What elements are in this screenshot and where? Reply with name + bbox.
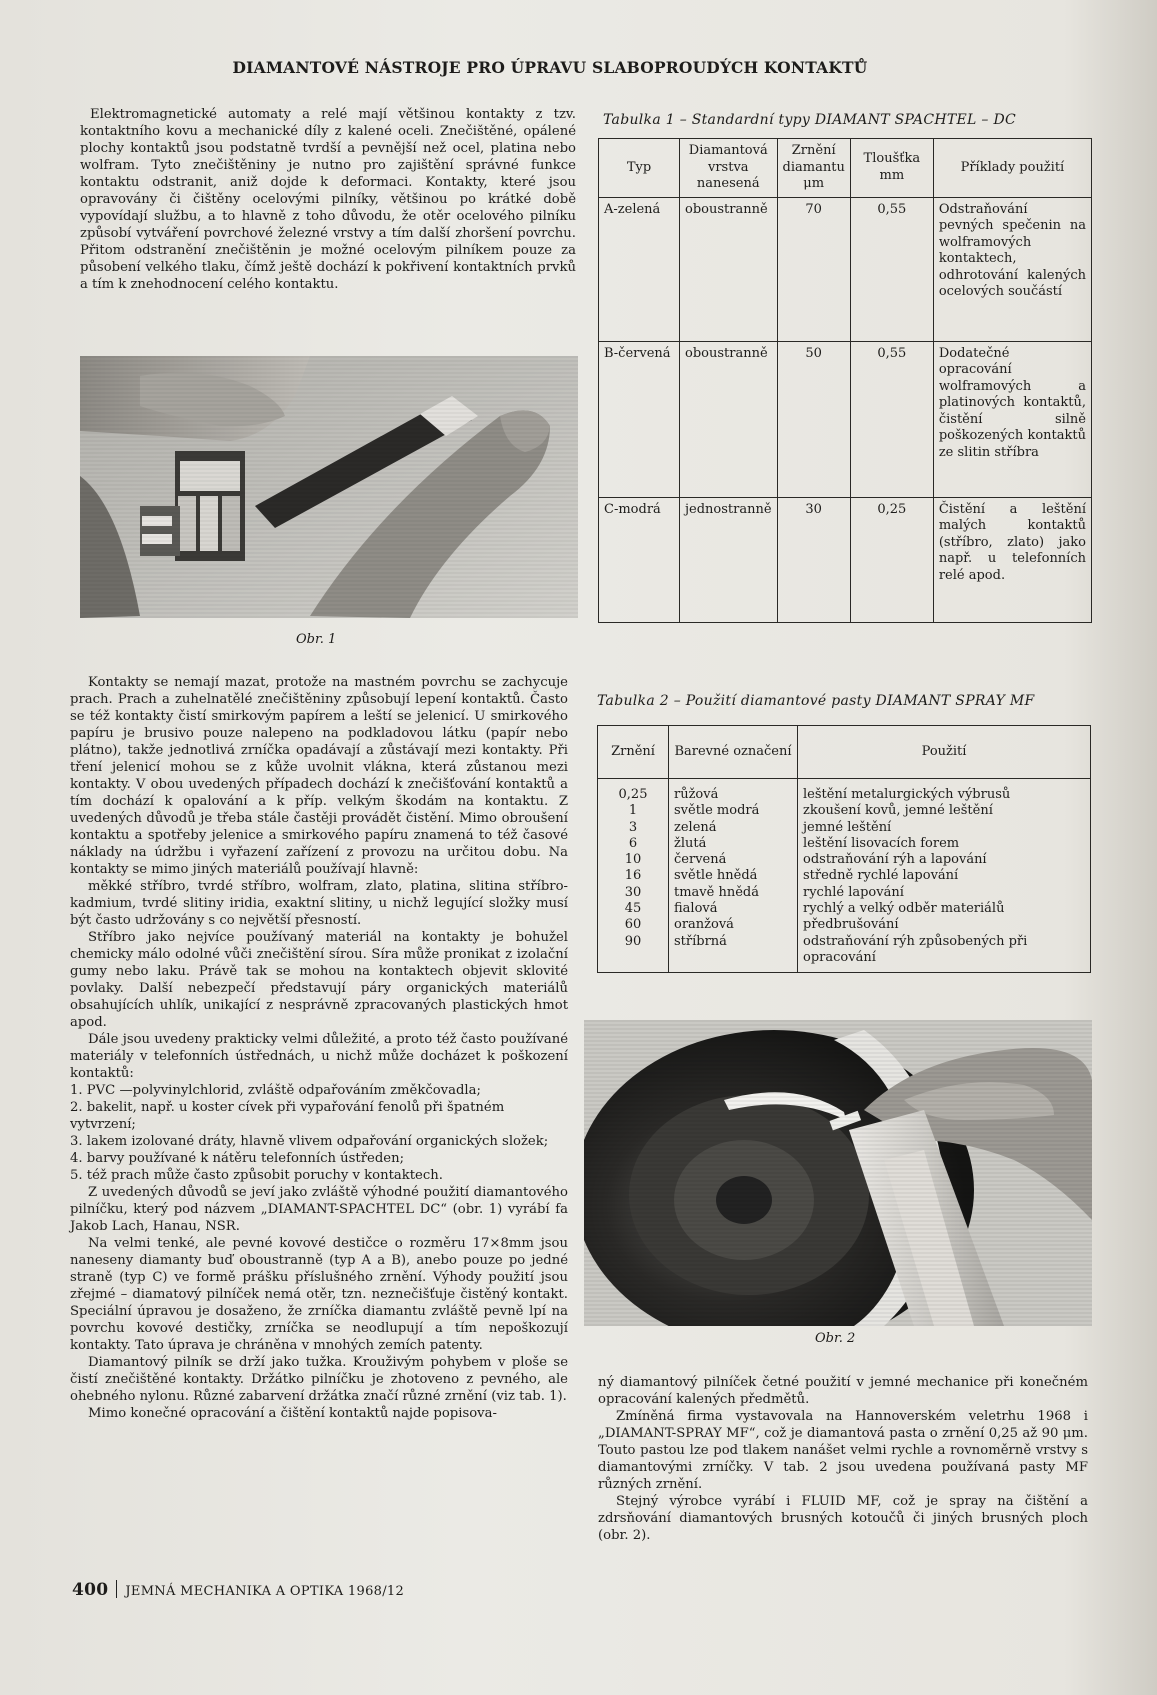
table-cell: rychlé lapování [798,885,1091,901]
paragraph: ný diamantový pilníček četné použití v jemné mechanice při konečném opracování kalených předmětů. [598,1375,1088,1407]
table-cell: předbrušování [798,917,1091,933]
table-cell: 0,55 [850,197,933,341]
table-row [598,803,1091,819]
main-text-right [598,1374,1088,1544]
table-cell: zelená [669,820,798,836]
table-cell: světle modrá [669,803,798,819]
diamond-spray-photo [584,1020,1092,1326]
table-header-cell: Zrnění [598,726,669,779]
table-cell: 16 [598,868,669,884]
damage-list [70,1082,568,1184]
table-cell: 70 [777,197,850,341]
diamond-file-photo [80,356,578,618]
table-row [598,901,1091,917]
table-cell: A-zelená [599,197,680,341]
table-cell: 30 [777,497,850,622]
table-1-caption: Tabulka 1 – Standardní typy DIAMANT SPACHTEL – DC [603,112,1016,128]
paragraph: Z uvedených důvodů se jeví jako zvláště výhodné použití diamantového pilníčku, který pod názvem „DIAMANT-SPACHTEL DC“ (obr. 1) vyrábí fa Jakob Lach, Hanau, NSR. [70,1185,568,1234]
table-cell: 1 [598,803,669,819]
table-cell: žlutá [669,836,798,852]
table-cell: 10 [598,852,669,868]
table-cell: středně rychlé lapování [798,868,1091,884]
table-row [599,341,1092,497]
table-row [599,497,1092,622]
table-cell: Čistění a leštění malých kontaktů (stříbro, zlato) jako např. u telefonních relé apod. [933,497,1091,622]
table-2 [597,725,1091,973]
paragraph: Na velmi tenké, ale pevné kovové destičce o rozměru 17×8mm jsou naneseny diamanty buď oboustranně (typ A a B), anebo pouze po jedné straně (typ C) ve formě prášku příslušného zrnění. Výhody použití jsou zřejmé – diamatový pilníček nemá otěr, tzn. neznečišťuje čistěný kontakt. Speciální úpravou je dosaženo, že zrníčka diamantu zvláště pevně lpí na povrchu kovové destičky, zrníčka se neodlupují a tím nepoškozují kontakty. Tato úprava je chráněna v mnohých zemích patenty. [70,1236,568,1353]
figure-2-photo [584,1020,1092,1326]
table-2-caption: Tabulka 2 – Použití diamantové pasty DIAMANT SPRAY MF [597,693,1035,709]
intro-paragraph: Elektromagnetické automaty a relé mají většinou kontakty z tzv. kontaktního kovu a mechanické díly z kalené oceli. Znečištěné, opálené plochy kontaktů jsou podstatně tvrdší a pevnější než ocel, platina nebo wolfram. Tyto znečištěniny je nutno pro zajištění správné funkce kontaktu odstranit, aniž dojde k deformaci. Kontakty, které jsou opravovány či čištěny ocelovými pilníky, většinou po krátké době vypovídají službu, a to hlavně z toho důvodu, že otěr ocelového pilníku způsobí vytváření povrchové železné vrstvy a tím další zhoršení povrchu. Přitom odstranění znečištěnin je možné ocelovým pilníkem pouze za působení velkého tlaku, čímž ještě dochází k pokřivení kontaktních prvků a tím k znehodnocení celého kontaktu. [80,107,576,292]
table-cell: odstraňování rýh způsobených při opracování [798,934,1091,973]
table-header-cell: Zrnění diamantu μm [777,139,850,198]
article-title: DIAMANTOVÉ NÁSTROJE PRO ÚPRAVU SLABOPROUDÝCH KONTAKTŮ [232,58,868,77]
table-header-cell: Tloušťka mm [850,139,933,198]
paragraph: Kontakty se nemají mazat, protože na mastném povrchu se zachycuje prach. Prach a zuhelnatělé znečištěniny způsobují lepení kontaktů. Často se též kontakty čistí smirkovým papírem a leští se jelenicí. U smirkového papíru je brusivo pouze nalepeno na podkladovou látku (papír nebo plátno), takže jednotlivá zrníčka opadávají a zůstávají mezi kontakty. Při tření jelenicí mohou se z kůže uvolnit vlákna, která zůstanou mezi kontakty. V obou uvedených případech dochází k znečišťování kontaktů a tím dochází k opalování a k příp. velkým škodám na kontaktu. Z uvedených důvodů je třeba stále častěji provádět čistění. Mimo obroušení kontaktu a spotřeby jelenice a smirkového papíru znamená to též časové náklady na údržbu i vyřazení zařízení z provozu na určitou dobu. Na kontakty se mimo jiných materiálů používají hlavně: [70,675,568,877]
main-text-left [70,674,568,1422]
table-header-row [599,139,1092,198]
table-cell: jednostranně [680,497,778,622]
table-row [598,836,1091,852]
table-row [599,197,1092,341]
paragraph: Zmíněná firma vystavovala na Hannoverském veletrhu 1968 i „DIAMANT-SPRAY MF“, což je diamantová pasta o zrnění 0,25 až 90 μm. Touto pastou lze pod tlakem nanášet velmi rychle a rovnoměrně vrstvy s diamantovými zrníčky. V tab. 2 jsou uvedena používaná pasty MF různých zrnění. [598,1409,1088,1492]
table-cell: oranžová [669,917,798,933]
table-row [598,779,1091,804]
table-row [598,934,1091,973]
table-row [598,917,1091,933]
table-cell: 0,25 [850,497,933,622]
table-cell: 6 [598,836,669,852]
table-cell: Dodatečné opracování wolframových a platinových kontaktů, čistění silně poškozených kontaktů ze slitin stříbra [933,341,1091,497]
table-header-row [598,726,1091,779]
table-cell: 45 [598,901,669,917]
table-cell: tmavě hnědá [669,885,798,901]
list-item: 5. též prach může často způsobit poruchy v kontaktech. [70,1168,443,1183]
paragraph: Stejný výrobce vyrábí i FLUID MF, což je spray na čištění a zdrsňování diamantových brusných kotoučů či jiných brusných ploch (obr. 2). [598,1494,1088,1543]
table-cell: B-červená [599,341,680,497]
table-cell: oboustranně [680,197,778,341]
table-cell: 30 [598,885,669,901]
table-header-cell: Příklady použití [933,139,1091,198]
paragraph: Dále jsou uvedeny prakticky velmi důležité, a proto též často používané materiály v telefonních ústřednách, u nichž může docházet k poškození kontaktů: [70,1032,568,1081]
list-item: 4. barvy používané k nátěru telefonních ústředen; [70,1151,405,1166]
paragraph: Diamantový pilník se drží jako tužka. Krouživým pohybem v ploše se čistí znečištěné kontakty. Držátko pilníčku je zhotoveno z pevného, ale ohebného nylonu. Různé zabarvení držátka značí různé zrnění (viz tab. 1). [70,1355,568,1404]
table-cell: zkoušení kovů, jemné leštění [798,803,1091,819]
table-cell: fialová [669,901,798,917]
table-cell: červená [669,852,798,868]
paragraph: Mimo konečné opracování a čištění kontaktů najde popisova- [88,1406,497,1421]
table-row [598,885,1091,901]
table-row [598,868,1091,884]
table-header-cell: Typ [599,139,680,198]
figure-1-photo [80,356,578,618]
table-cell: leštění lisovacích forem [798,836,1091,852]
table-cell: jemné leštění [798,820,1091,836]
table-cell: 90 [598,934,669,973]
materials-paragraph: měkké stříbro, tvrdé stříbro, wolfram, zlato, platina, slitina stříbro-kadmium, tvrdé slitiny iridia, exaktní slitiny, u nichž legující složky musí být často udržovány s co největší přesností. [70,879,568,928]
table-cell: 60 [598,917,669,933]
page-number: 400 [72,1580,109,1600]
paragraph: Stříbro jako nejvíce používaný materiál na kontakty je bohužel chemicky málo odolné vůči znečištění sírou. Síra může pronikat z izolační gumy nebo laku. Právě tak se mohou na kontaktech objevit sklovité povlaky. Další nebezpečí představují páry organických materiálů obsahujících uhlík, unikající z nesprávně zpracovaných plastických hmot apod. [70,930,568,1030]
table-header-cell: Použití [798,726,1091,779]
table-cell: C-modrá [599,497,680,622]
table-row [598,820,1091,836]
table-cell: růžová [669,779,798,804]
table-cell: rychlý a velký odběr materiálů [798,901,1091,917]
footer-divider [116,1580,117,1598]
list-item: 1. PVC —polyvinylchlorid, zvláště odpařováním změkčovadla; [70,1083,481,1098]
figure-2-caption: Obr. 2 [815,1331,856,1346]
table-cell: 50 [777,341,850,497]
list-item: 3. lakem izolované dráty, hlavně vlivem odpařování organických složek; [70,1134,549,1149]
table-cell: 0,25 [598,779,669,804]
table-cell: světle hnědá [669,868,798,884]
figure-1-caption: Obr. 1 [296,632,337,647]
table-cell: oboustranně [680,341,778,497]
list-item: 2. bakelit, např. u koster cívek při vypařování fenolů při špatném vytvrzení; [70,1100,505,1132]
table-cell: stříbrná [669,934,798,973]
table-row [598,852,1091,868]
table-1 [598,138,1092,623]
table-header-cell: Diamantová vrstva nanesená [680,139,778,198]
table-cell: leštění metalurgických výbrusů [798,779,1091,804]
table-cell: 3 [598,820,669,836]
table-header-cell: Barevné označení [669,726,798,779]
journal-name: JEMNÁ MECHANIKA A OPTIKA 1968/12 [125,1584,405,1599]
table-cell: 0,55 [850,341,933,497]
table-cell: Odstraňování pevných spečenin na wolframových kontaktech, odhrotování kalených ocelových součástí [933,197,1091,341]
intro-text [80,106,576,293]
page-footer [72,1580,404,1600]
table-cell: odstraňování rýh a lapování [798,852,1091,868]
